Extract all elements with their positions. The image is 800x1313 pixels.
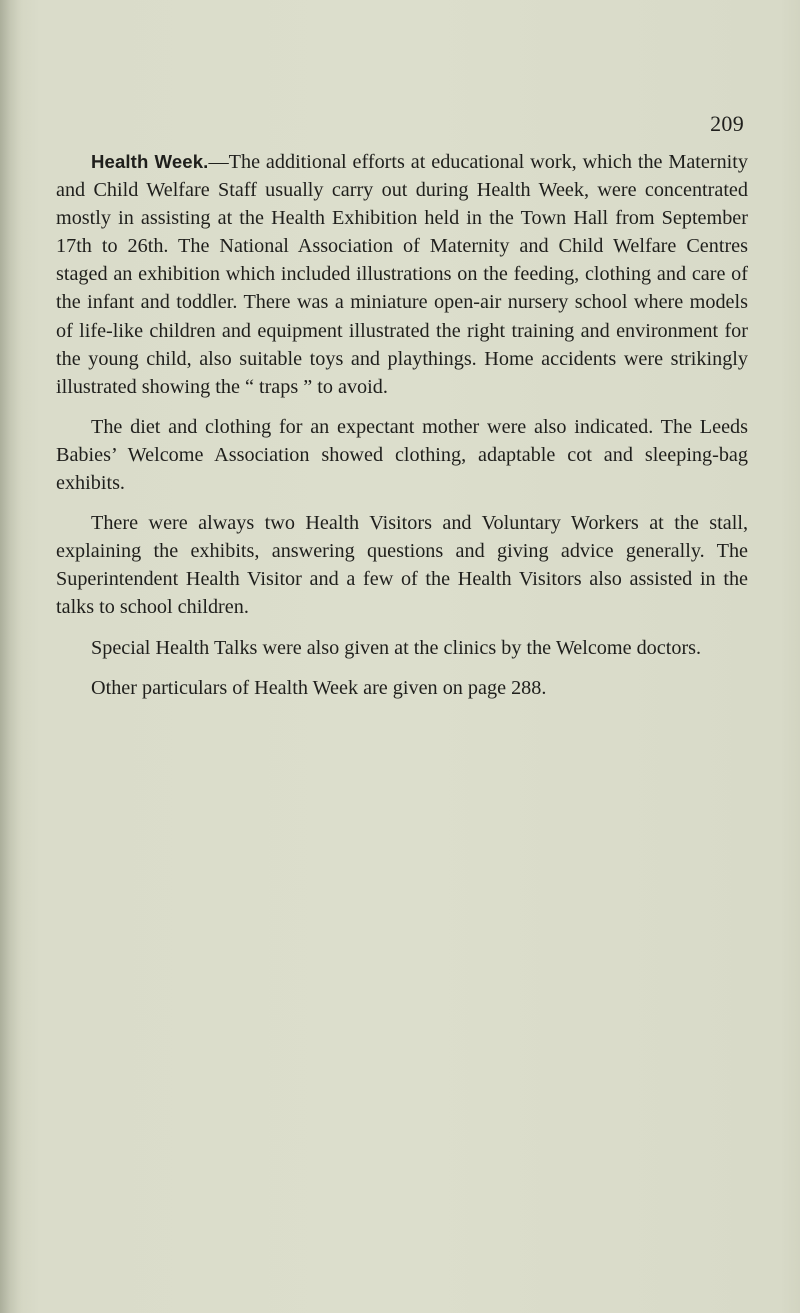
page-number: 209 [710,111,744,136]
section-heading: Health Week. [91,151,209,172]
paragraph-health-visitors: There were always two Health Visitors and Voluntary Workers at the stall, explaining the exhibits, answering questions and giving advice generally. The Superintendent Health Visitor and a few of the Health Visitors also assisted in the talks to school children. [56,512,748,619]
paragraph-diet-clothing: The diet and clothing for an expectant mother were also indicated. The Leeds Babies’ Welcome Association showed clothing, adaptable cot and sleeping-bag exhibits. [56,415,748,495]
paragraph-other-particulars: Other particulars of Health Week are given on page 288. [91,676,547,699]
paragraph-special-talks: Special Health Talks were also given at the clinics by the Welcome doctors. [91,636,702,659]
article-body [56,148,748,702]
paragraph-health-week [56,148,748,401]
binding-shadow [0,0,22,1313]
paragraph-text: —The additional efforts at educational work, which the Maternity and Child Welfare Staff usually carry out during Health Week, were concentrated mostly in assisting at the Health Exhibition held in the Town Hall from September 17th to 26th. The National Association of Maternity and Child Welfare Centres staged an exhibition which included illustrations on the feeding, clothing and care of the infant and toddler. There was a miniature open-air nursery school where models of life-like children and equipment illustrated the right training and environment for the young child, also suitable toys and playthings. Home accidents were strikingly illustrated showing the “ traps ” to avoid. [56,151,748,398]
